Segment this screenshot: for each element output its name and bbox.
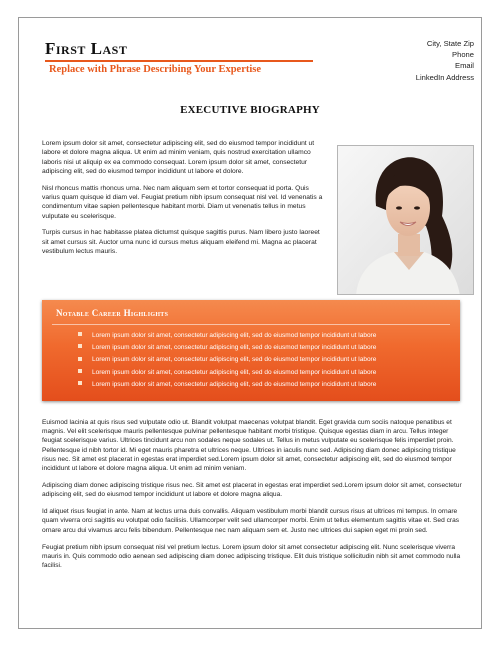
intro-paragraph: Turpis cursus in hac habitasse platea dictumst quisque sagittis purus. Nam libero justo laoreet sit amet cursus sit. Auctor urna nunc id cursus metus aliquam eleifend mi. Magna ac placerat vestibulum lectus mauris. bbox=[42, 229, 320, 255]
highlight-item bbox=[78, 379, 376, 391]
contact-phone: Phone bbox=[452, 50, 474, 60]
contact-block bbox=[416, 38, 474, 83]
intro-section bbox=[42, 139, 324, 264]
highlights-list bbox=[78, 330, 376, 391]
highlight-item bbox=[78, 330, 376, 342]
expertise-tagline: Replace with Phrase Describing Your Expertise bbox=[49, 64, 262, 75]
highlight-text: Lorem ipsum dolor sit amet, consectetur adipiscing elit, sed do eiusmod tempor incididunt ut labore bbox=[92, 356, 377, 364]
highlight-item bbox=[78, 354, 376, 366]
highlight-text: Lorem ipsum dolor sit amet, consectetur adipiscing elit, sed do eiusmod tempor incididunt ut labore bbox=[92, 332, 377, 339]
portrait-image bbox=[338, 146, 474, 295]
resume-page bbox=[18, 17, 482, 629]
headshot-photo bbox=[337, 145, 474, 295]
highlight-item bbox=[78, 342, 376, 354]
highlight-item bbox=[78, 367, 376, 379]
highlight-text: Lorem ipsum dolor sit amet, consectetur adipiscing elit, sed do eiusmod tempor incididunt ut labore bbox=[92, 344, 377, 352]
bullet-icon bbox=[78, 381, 82, 385]
contact-city: City, State Zip bbox=[426, 39, 474, 48]
body-paragraph: Adipiscing diam donec adipiscing tristique risus nec. Sit amet est placerat in egestas erat imperdiet sed.Lorem ipsum dolor sit amet, consectetur adipiscing elit, sed do eiusmod tempor incididunt ut labore et dolore magna aliqua. bbox=[42, 482, 462, 499]
highlight-text: Lorem ipsum dolor sit amet, consectetur adipiscing elit, sed do eiusmod tempor incididunt ut labore bbox=[92, 380, 377, 388]
bullet-icon bbox=[78, 357, 82, 361]
biography-body bbox=[42, 418, 464, 578]
header-rule bbox=[45, 60, 313, 62]
body-paragraph: Euismod lacinia at quis risus sed vulputate odio ut. Blandit volutpat maecenas volutpat blandit. Eget gravida cum sociis natoque penatibus et magnis. Vel elit scelerisque mauris pellentesque pulvinar pellentesque habitant morbi tristique. Quisque egestas diam in arcu. Tellus integer feugiat scelerisque varius. Ultrices tincidunt arcu non sodales neque sodales ut. Tellus in metus vulputate eu scelerisque felis imperdiet proin. Pellentesque id nibh tortor id. Mi eget mauris pharetra et ultrices neque. Ultrices in iaculis nunc sed. Adipiscing diam donec adipiscing tristique risus nec. Sit amet est placerat in egestas erat imperdiet sed.Lorem ipsum dolor sit amet, consectetur adipiscing elit, sed do eiusmod tempor incididunt ut labore et dolore magna aliqua. Ut enim ad minim veniam. bbox=[42, 419, 456, 473]
bullet-icon bbox=[78, 369, 82, 373]
intro-paragraph: Nisl rhoncus mattis rhoncus urna. Nec nam aliquam sem et tortor consequat id porta. Quis varius quam quisque id diam vel. Feugiat pretium nibh ipsum consequat nisl vel. Id venenatis a condimentum vitae sapien pellentesque habitant morbi. Diam ut venenatis tellus in metus vulputate eu scelerisque. bbox=[42, 184, 323, 220]
body-paragraph: Id aliquet risus feugiat in ante. Nam at lectus urna duis convallis. Aliquam vestibulum morbi blandit cursus risus at ultrices mi tempus. In ornare quam viverra orci sagittis eu volutpat odio facilisis. Ullamcorper velit sed ullamcorper morbi. Enim ut tellus elementum sagittis vitae et. Sed cras ornare arcu dui vivamus arcu felis bibendum. Pellentesque nec nam aliquam sem et. Justo nec ultrices dui sapien eget mi proin sed. bbox=[42, 508, 460, 534]
contact-linkedin: LinkedIn Address bbox=[415, 72, 474, 82]
bullet-icon bbox=[78, 332, 82, 336]
highlights-title: Notable Career Highlights bbox=[56, 308, 169, 318]
intro-paragraph: Lorem ipsum dolor sit amet, consectetur adipiscing elit, sed do eiusmod tempor incididunt ut labore et dolore magna aliqua. Ut enim ad minim veniam, quis nostrud exercitation ullamco laboris nisi ut aliquip ex ea commodo consequat. Lorem ipsum dolor sit amet, consectetur adipiscing elit, sed do eiusmod tempor incididunt ut labore et dolore. bbox=[42, 140, 315, 175]
career-highlights-panel bbox=[42, 300, 460, 401]
person-name: First Last bbox=[45, 39, 128, 58]
contact-email: Email bbox=[455, 61, 474, 71]
bullet-icon bbox=[78, 344, 82, 348]
bio-title: EXECUTIVE BIOGRAPHY bbox=[180, 104, 320, 116]
highlights-divider bbox=[52, 324, 450, 325]
highlight-text: Lorem ipsum dolor sit amet, consectetur adipiscing elit, sed do eiusmod tempor incididunt ut labore bbox=[92, 368, 377, 376]
body-paragraph: Feugiat pretium nibh ipsum consequat nisl vel pretium lectus. Lorem ipsum dolor sit amet consectetur adipiscing elit. Nunc scelerisque viverra mauris in. Quis commodo odio aenean sed adipiscing diam donec adipiscing tristique. Elit duis tristique sollicitudin nibh sit amet commodo nulla facilisi. bbox=[42, 543, 461, 570]
